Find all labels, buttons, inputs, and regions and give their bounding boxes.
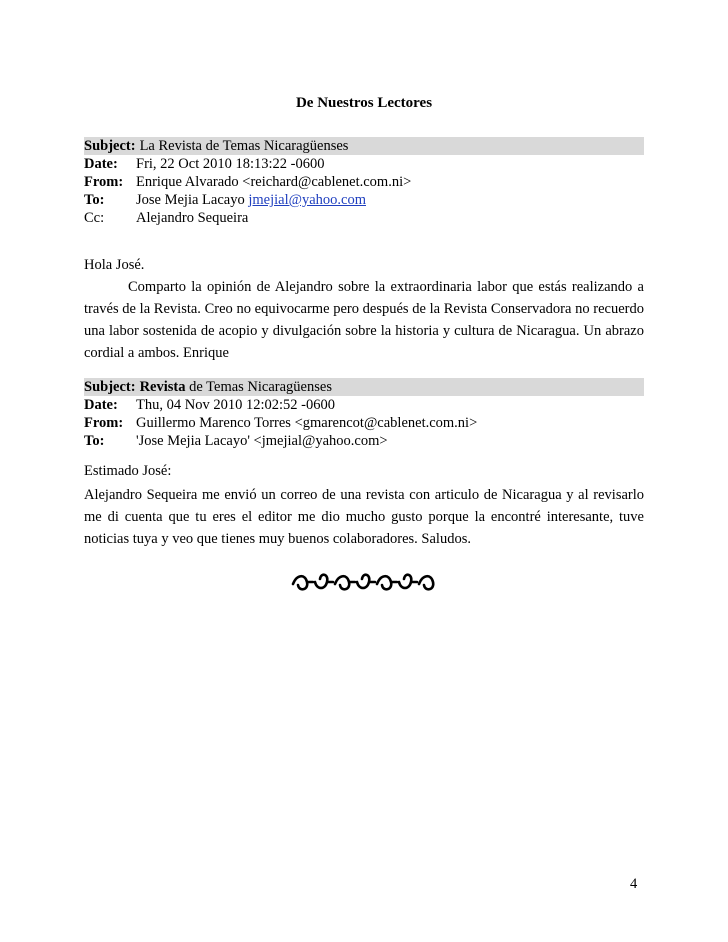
page-title <box>0 95 728 112</box>
email1-subject-row <box>84 137 644 155</box>
subject-label: Subject: <box>84 379 136 395</box>
date-value: Thu, 04 Nov 2010 12:02:52 -0600 <box>136 397 335 413</box>
email1-body: Comparto la opinión de Alejandro sobre la extraordinaria labor que estás realizando a través de la Revista. Creo no equivocarme pero después de la Revista Conservadora no recuerdo una labor sostenida de acopio y divulgación sobre la historia y cultura de Nicaragua. Un abrazo cordial a ambos. Enrique <box>84 279 644 361</box>
to-label: To: <box>84 433 105 449</box>
from-label: From: <box>84 174 124 190</box>
to-value: 'Jose Mejia Lacayo' <jmejial@yahoo.com> <box>136 433 388 449</box>
email1-to-row <box>84 191 644 209</box>
email1-cc-row <box>84 209 644 227</box>
to-email-link[interactable]: jmejial@yahoo.com <box>248 192 366 208</box>
date-label: Date: <box>84 397 118 413</box>
email2-body: Alejandro Sequeira me envió un correo de una revista con articulo de Nicaragua y al revisarlo me di cuenta que tu eres el editor me dio mucho gusto porque la encontré interesante, tuve noticias tuya y veo que tienes muy buenos colaboradores. Saludos. <box>84 487 644 547</box>
page-number: 4 <box>630 876 638 892</box>
from-value: Enrique Alvarado <reichard@cablenet.com.ni> <box>136 174 412 190</box>
decorative-flourish-icon <box>0 570 728 600</box>
email2-from-row <box>84 414 644 432</box>
from-value: Guillermo Marenco Torres <gmarencot@cablenet.com.ni> <box>136 415 478 431</box>
title-text: De Nuestros Lectores <box>295 95 433 111</box>
email2-to-row <box>84 432 644 450</box>
subject-rest: de Temas Nicaragüenses <box>185 379 332 395</box>
date-value: Fri, 22 Oct 2010 18:13:22 -0600 <box>136 156 325 172</box>
email2-header <box>84 378 644 450</box>
cc-label: Cc: <box>84 210 105 226</box>
flourish-icon <box>289 570 439 594</box>
date-label: Date: <box>84 156 118 172</box>
subject-label: Subject: <box>84 138 136 154</box>
subject-value: La Revista de Temas Nicaragüenses <box>139 138 349 154</box>
email1-greeting: Hola José. <box>84 257 145 273</box>
subject-bold: Revista <box>139 379 186 395</box>
to-label: To: <box>84 192 105 208</box>
cc-value: Alejandro Sequeira <box>136 210 249 226</box>
email2-subject-row <box>84 378 644 396</box>
to-name: Jose Mejia Lacayo <box>136 192 245 208</box>
email2-date-row <box>84 396 644 414</box>
email1-header <box>84 137 644 227</box>
email1-from-row <box>84 173 644 191</box>
email1-date-row <box>84 155 644 173</box>
email2-greeting: Estimado José: <box>84 463 172 479</box>
from-label: From: <box>84 415 124 431</box>
